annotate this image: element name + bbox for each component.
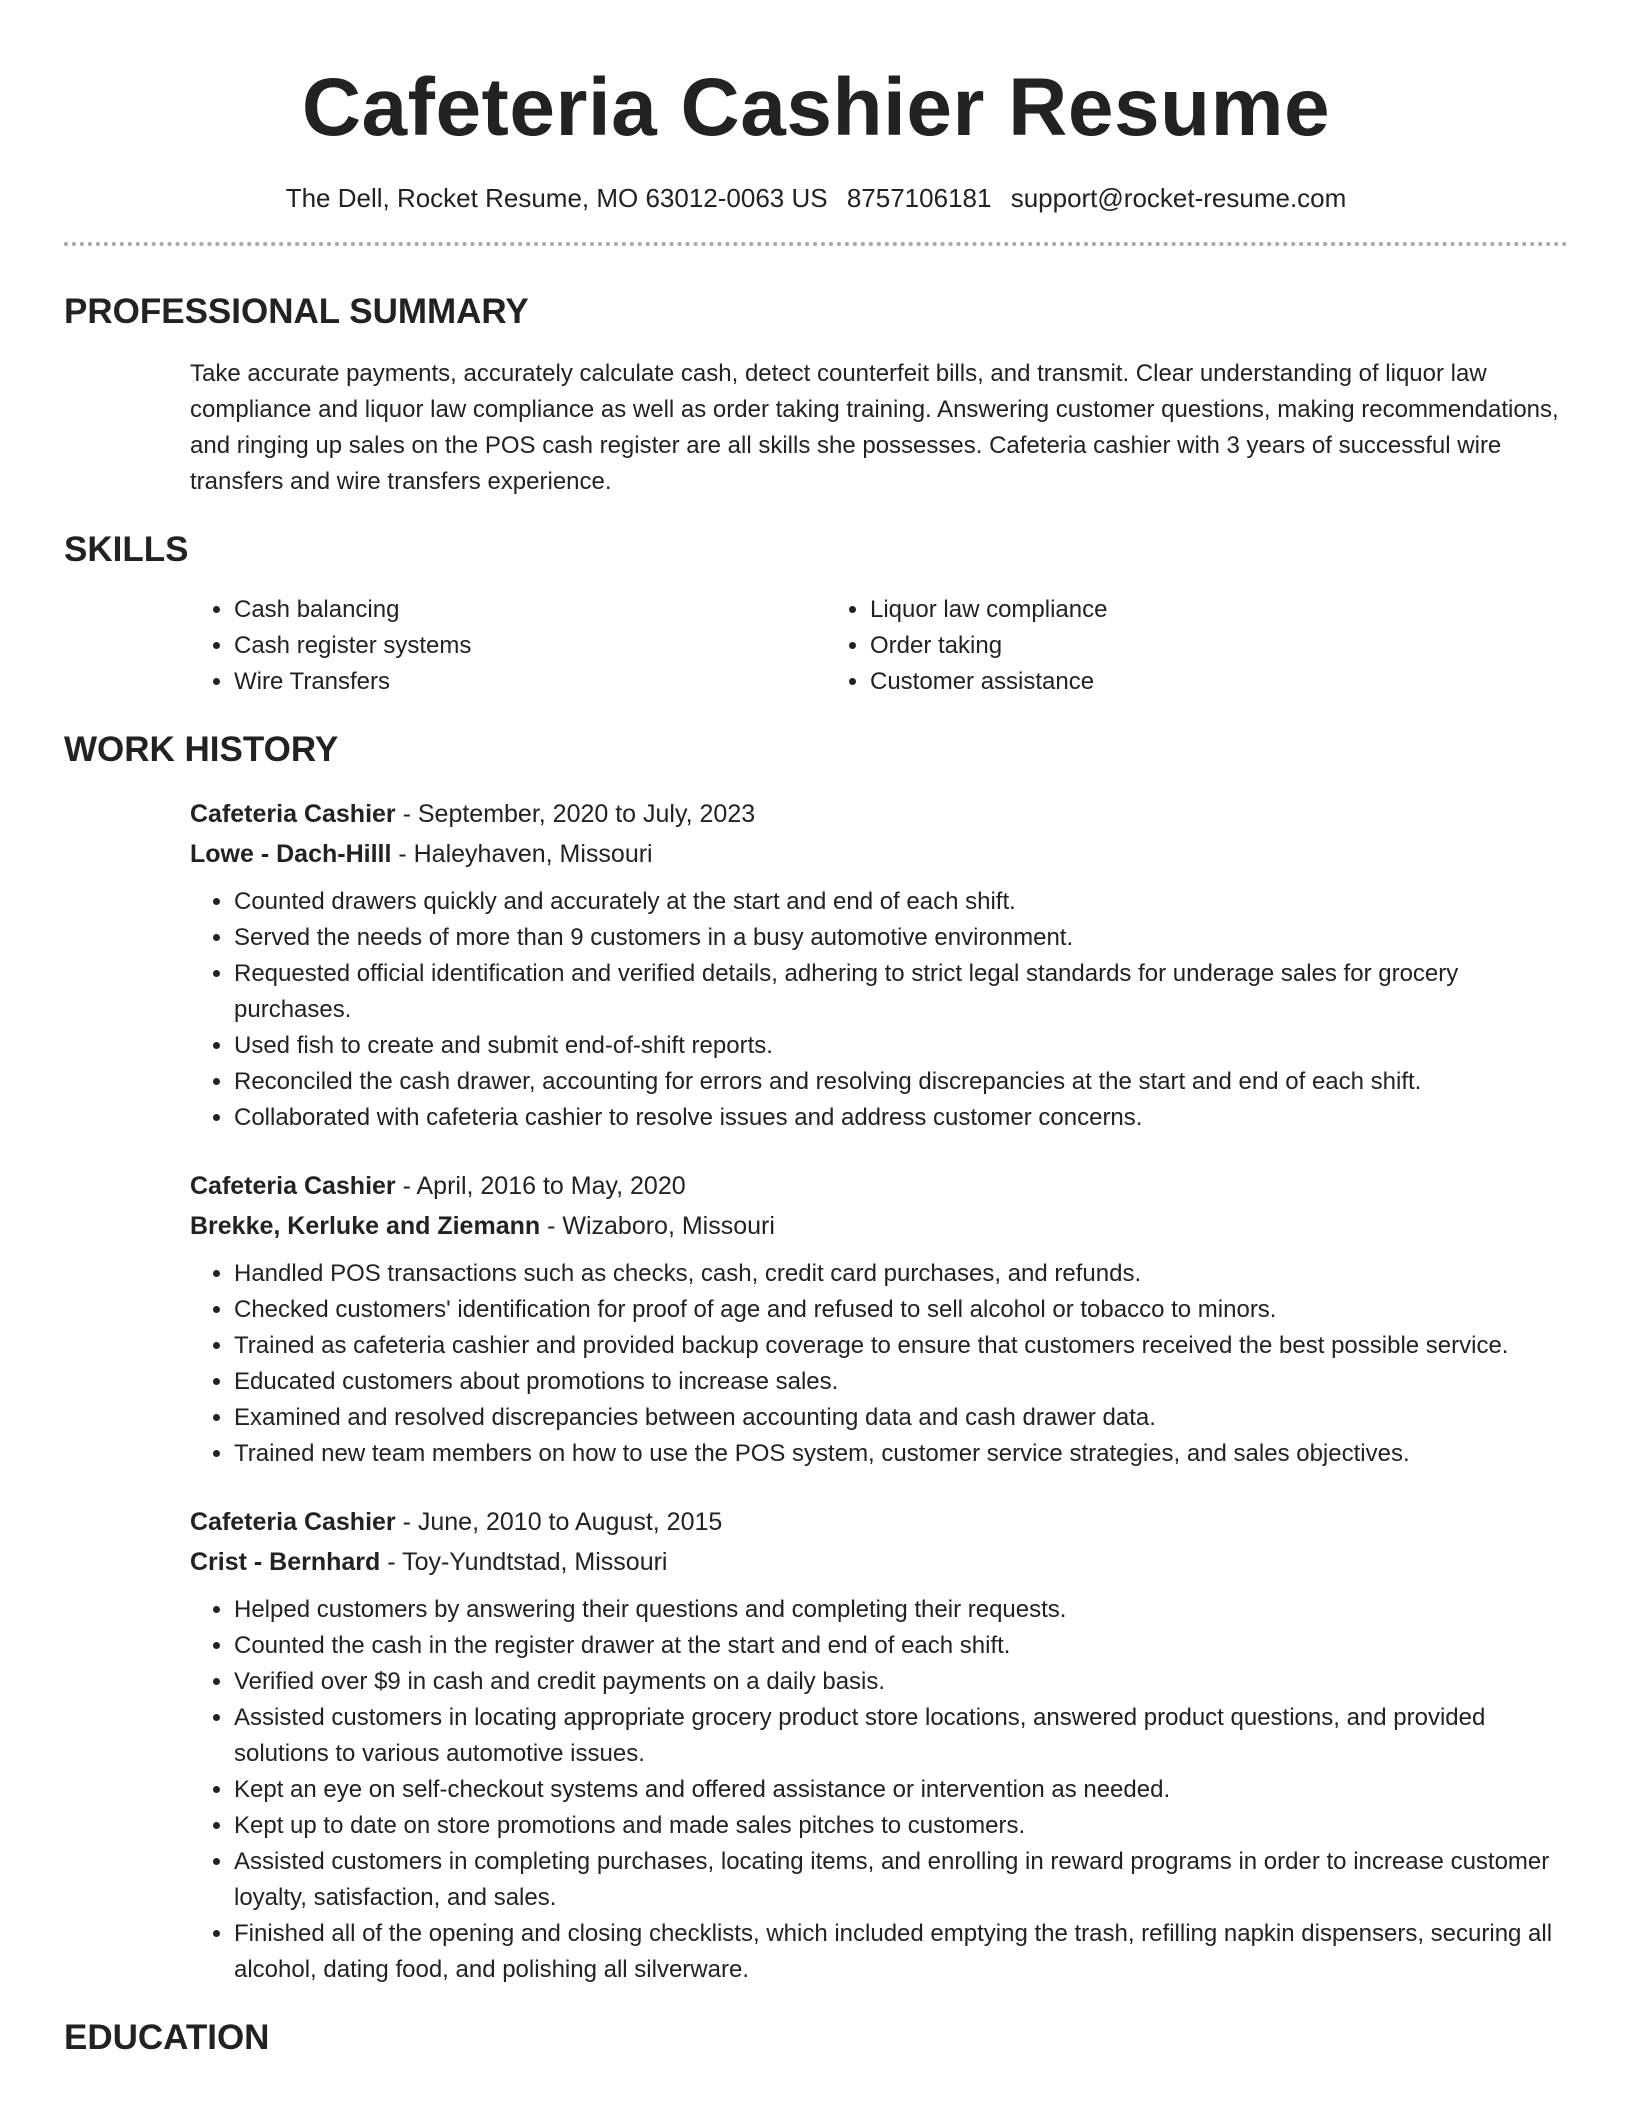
job-entry xyxy=(190,794,1568,1136)
job-bullet: • Collaborated with cafeteria cashier to resolve issues and address customer concerns. xyxy=(234,1100,1568,1136)
job-bullets xyxy=(190,884,1568,1136)
job-dates: - June, 2010 to August, 2015 xyxy=(395,1508,723,1536)
job-title-line xyxy=(190,1166,1568,1206)
job-bullet: • Trained new team members on how to use the POS system, customer service strategies, and sales objectives. xyxy=(234,1436,1568,1472)
job-bullet: • Counted the cash in the register drawer at the start and end of each shift. xyxy=(234,1628,1568,1664)
job-title: Cafeteria Cashier xyxy=(190,1508,396,1536)
job-dates: - April, 2016 to May, 2020 xyxy=(395,1172,686,1200)
skill-item: • Cash register systems xyxy=(234,628,826,664)
job-location: - Toy-Yundtstad, Missouri xyxy=(380,1548,668,1576)
section-title-summary: PROFESSIONAL SUMMARY xyxy=(64,292,529,331)
job-location: - Haleyhaven, Missouri xyxy=(391,840,653,868)
job-company: Brekke, Kerluke and Ziemann xyxy=(190,1212,541,1240)
section-summary xyxy=(64,290,1568,500)
job-bullet: • Served the needs of more than 9 customers in a busy automotive environment. xyxy=(234,920,1568,956)
job-bullet: • Trained as cafeteria cashier and provided backup coverage to ensure that customers received the best possible service. xyxy=(234,1328,1568,1364)
section-title-education: EDUCATION xyxy=(64,2018,270,2057)
job-company-line xyxy=(190,834,1568,874)
contact-email: support@rocket-resume.com xyxy=(1010,183,1347,213)
job-bullets xyxy=(190,1592,1568,1988)
section-education xyxy=(64,2016,1568,2060)
job-bullet: • Reconciled the cash drawer, accounting for errors and resolving discrepancies at the start and end of each shift. xyxy=(234,1064,1568,1100)
skills-column-left xyxy=(190,592,826,700)
job-bullet: • Kept an eye on self-checkout systems and offered assistance or intervention as needed. xyxy=(234,1772,1568,1808)
section-title-skills: SKILLS xyxy=(64,530,189,569)
job-bullet: • Helped customers by answering their questions and completing their requests. xyxy=(234,1592,1568,1628)
job-company: Crist - Bernhard xyxy=(190,1548,381,1576)
skill-item: • Cash balancing xyxy=(234,592,826,628)
job-bullet: • Verified over $9 in cash and credit payments on a daily basis. xyxy=(234,1664,1568,1700)
skills-column-right xyxy=(826,592,1462,700)
section-skills xyxy=(64,528,1568,700)
skill-item: • Liquor law compliance xyxy=(870,592,1462,628)
skill-item: • Wire Transfers xyxy=(234,664,826,700)
contact-phone: 8757106181 xyxy=(846,183,992,213)
job-bullet: • Educated customers about promotions to increase sales. xyxy=(234,1364,1568,1400)
job-bullets xyxy=(190,1256,1568,1472)
job-company-line xyxy=(190,1542,1568,1582)
job-bullet: • Assisted customers in locating appropriate grocery product store locations, answered product questions, and provided solutions to various automotive issues. xyxy=(234,1700,1568,1772)
contact-line xyxy=(64,180,1568,216)
job-bullet: • Counted drawers quickly and accurately at the start and end of each shift. xyxy=(234,884,1568,920)
job-bullet: • Finished all of the opening and closing checklists, which included emptying the trash, refilling napkin dispensers, securing all alcohol, dating food, and polishing all silverware. xyxy=(234,1916,1568,1988)
job-entry xyxy=(190,1502,1568,1988)
contact-address: The Dell, Rocket Resume, MO 63012-0063 US xyxy=(285,183,828,213)
job-bullet: • Examined and resolved discrepancies between accounting data and cash drawer data. xyxy=(234,1400,1568,1436)
section-work-history xyxy=(64,728,1568,1988)
job-location: - Wizaboro, Missouri xyxy=(540,1212,775,1240)
job-entry xyxy=(190,1166,1568,1472)
header-divider xyxy=(64,242,1568,246)
skill-item: • Order taking xyxy=(870,628,1462,664)
skill-item: • Customer assistance xyxy=(870,664,1462,700)
summary-text: Take accurate payments, accurately calculate cash, detect counterfeit bills, and transmit. Clear understanding of liquor law compliance and liquor law compliance as well as order taking training. Answering customer questions, making recommendations, and ringing up sales on the POS cash register are all skills she possesses. Cafeteria cashier with 3 years of successful wire transfers and wire transfers experience. xyxy=(190,360,1559,495)
job-bullet: • Requested official identification and verified details, adhering to strict legal standards for underage sales for grocery purchases. xyxy=(234,956,1568,1028)
job-dates: - September, 2020 to July, 2023 xyxy=(395,800,756,828)
job-bullet: • Assisted customers in completing purchases, locating items, and enrolling in reward programs in order to increase customer loyalty, satisfaction, and sales. xyxy=(234,1844,1568,1916)
resume-title: Cafeteria Cashier Resume xyxy=(301,62,1331,153)
job-company-line xyxy=(190,1206,1568,1246)
job-title-line xyxy=(190,794,1568,834)
job-title: Cafeteria Cashier xyxy=(190,1172,396,1200)
job-bullet: • Kept up to date on store promotions and made sales pitches to customers. xyxy=(234,1808,1568,1844)
job-title-line xyxy=(190,1502,1568,1542)
job-title: Cafeteria Cashier xyxy=(190,800,396,828)
job-company: Lowe - Dach-Hilll xyxy=(190,840,392,868)
job-bullet: • Used fish to create and submit end-of-shift reports. xyxy=(234,1028,1568,1064)
job-bullet: • Checked customers' identification for proof of age and refused to sell alcohol or tobacco to minors. xyxy=(234,1292,1568,1328)
job-bullet: • Handled POS transactions such as checks, cash, credit card purchases, and refunds. xyxy=(234,1256,1568,1292)
skills-grid xyxy=(190,592,1568,700)
section-title-work: WORK HISTORY xyxy=(64,730,339,769)
